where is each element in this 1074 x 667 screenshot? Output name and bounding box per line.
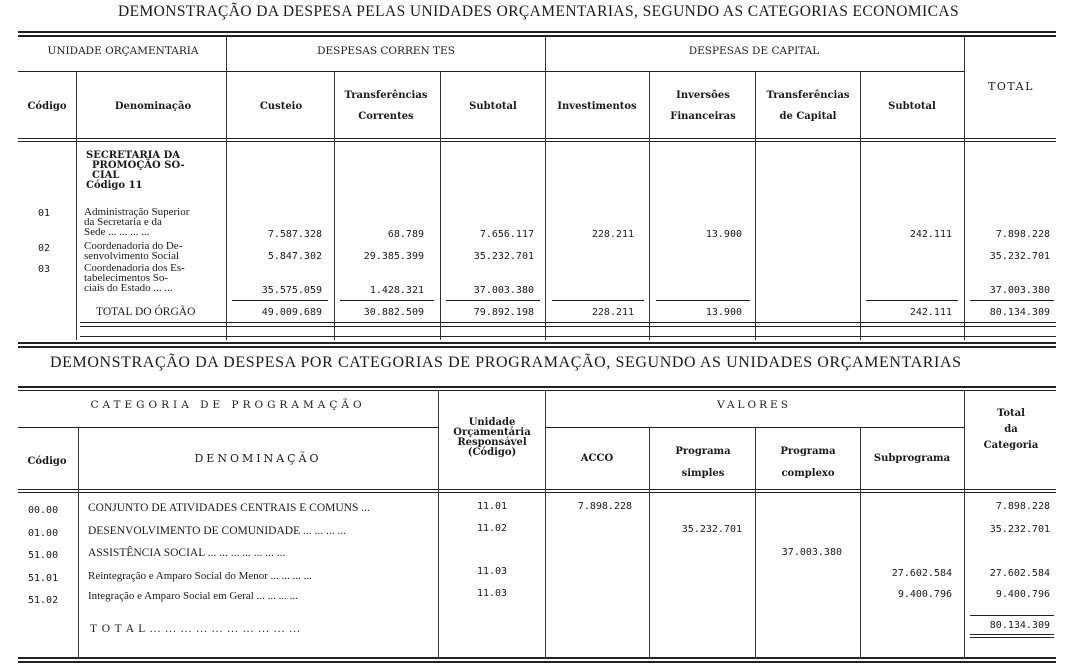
- header-despesas-correntes: DESPESAS CORREN TES: [317, 45, 455, 57]
- table2-title: DEMONSTRAÇÃO DA DESPESA POR CATEGORIAS DE PROGRAMAÇÃO, SEGUNDO AS UNIDADES ORÇAMENTARIAS: [50, 354, 962, 371]
- org-title-line: CIAL: [92, 170, 120, 181]
- row-code: 02: [38, 243, 51, 254]
- header-total: TOTAL: [988, 80, 1034, 93]
- row-custeio: 35.575.059: [261, 285, 322, 296]
- total-inversoes: 13.900: [705, 307, 742, 318]
- header-codigo: Código: [27, 101, 67, 112]
- prog-row-complexo: 37.003.380: [781, 547, 842, 558]
- prog-row-name: Integração e Amparo Social em Geral ... ... ... ...: [88, 590, 298, 602]
- header-de-capital: de Capital: [779, 111, 837, 122]
- table1-title: DEMONSTRAÇÃO DA DESPESA PELAS UNIDADES ORÇAMENTARIAS, SEGUNDO AS CATEGORIAS ECONOMICAS: [118, 3, 959, 20]
- row-transf: 29.385.399: [363, 251, 424, 262]
- org-title-line: Código 11: [86, 180, 143, 191]
- row-custeio: 7.587.328: [267, 229, 322, 240]
- prog-row-total: 27.602.584: [989, 568, 1050, 579]
- header-denominacao: Denominação: [114, 101, 192, 112]
- prog-row-sub: 27.602.584: [891, 568, 952, 579]
- row-invest: 228.211: [591, 229, 634, 240]
- header-transferencias: Transferências: [344, 90, 428, 101]
- header-custeio: Custeio: [259, 101, 303, 112]
- header-programa-simples: Programa simples: [675, 446, 731, 479]
- prog-row-total: 7.898.228: [995, 501, 1050, 512]
- header-subtotal-correntes: Subtotal: [469, 101, 517, 112]
- row-name: Coordenadoria dos Es- tabelecimentos So- ciais do Estado ... ...: [84, 262, 185, 294]
- row-subtotal: 35.232.701: [473, 251, 534, 262]
- row-inversoes: 13.900: [705, 229, 742, 240]
- total-transf: 30.882.509: [363, 307, 424, 318]
- row-subtotal: 7.656.117: [479, 229, 534, 240]
- row-name: Coordenadoria do De- senvolvimento Social: [84, 240, 183, 262]
- header-despesas-capital: DESPESAS DE CAPITAL: [688, 45, 820, 57]
- header-denominacao: DENOMINAÇÃO: [194, 452, 322, 465]
- header-codigo: Código: [27, 456, 67, 467]
- total-orgao-label: TOTAL DO ÓRGÃO: [96, 306, 196, 318]
- header-categoria-programacao: CATEGORIA DE PROGRAMAÇÃO: [90, 399, 366, 411]
- prog-row-unidade: 11.02: [476, 523, 508, 534]
- prog-total-label: T O T A L ... ... ... ... ... ... ... ... ... ...: [90, 623, 301, 635]
- prog-row-name: ASSISTÊNCIA SOCIAL ... ... ... ... ... ... ...: [88, 547, 286, 559]
- prog-row-code: 51.02: [28, 595, 59, 606]
- header-subprograma: Subprograma: [873, 453, 951, 464]
- header-unidade-responsavel: Unidade Orçamentária Responsável (Código): [453, 417, 531, 458]
- row-total: 7.898.228: [995, 229, 1050, 240]
- header-total-categoria: Total da Categoria: [983, 408, 1039, 451]
- prog-row-total: 35.232.701: [989, 524, 1050, 535]
- header-investimentos: Investimentos: [557, 101, 637, 112]
- prog-total-value: 80.134.309: [989, 620, 1050, 631]
- total-subtotal-cap: 242.111: [909, 307, 952, 318]
- prog-row-unidade: 11.01: [476, 501, 508, 512]
- prog-row-code: 51.01: [28, 573, 59, 584]
- header-valores: VALORES: [717, 399, 791, 411]
- prog-row-unidade: 11.03: [476, 566, 508, 577]
- header-unidade-orcamentaria: UNIDADE ORÇAMENTARIA: [47, 45, 199, 57]
- row-total: 35.232.701: [989, 251, 1050, 262]
- row-code: 03: [38, 264, 51, 275]
- row-subtotal-cap: 242.111: [909, 229, 952, 240]
- header-correntes: Correntes: [358, 111, 414, 122]
- header-subtotal-capital: Subtotal: [888, 101, 936, 112]
- prog-row-code: 00.00: [28, 505, 59, 516]
- header-inversoes: Inversões: [676, 90, 730, 101]
- row-subtotal: 37.003.380: [473, 285, 534, 296]
- header-transferencias-capital: Transferências: [766, 90, 850, 101]
- org-title-line: PROMOÇÃO SO-: [92, 160, 185, 171]
- row-name: Administração Superior da Secretaria e da Sede ... ... ... ...: [84, 206, 190, 238]
- row-code: 01: [38, 208, 51, 219]
- prog-row-name: CONJUNTO DE ATIVIDADES CENTRAIS E COMUNS ...: [88, 502, 370, 514]
- prog-row-sub: 9.400.796: [897, 589, 952, 600]
- prog-row-name: Reintegração e Amparo Social do Menor ... ... ... ...: [88, 570, 312, 582]
- total-invest: 228.211: [591, 307, 634, 318]
- total-geral: 80.134.309: [989, 307, 1050, 318]
- org-title: [86, 151, 185, 191]
- prog-row-simples: 35.232.701: [681, 524, 742, 535]
- header-financeiras: Financeiras: [670, 111, 736, 122]
- prog-row-code: 51.00: [28, 550, 59, 561]
- prog-row-code: 01.00: [28, 528, 59, 539]
- header-programa-complexo: Programa complexo: [780, 446, 836, 479]
- org-title-line: SECRETARIA DA: [86, 150, 181, 161]
- row-transf: 1.428.321: [369, 285, 424, 296]
- row-total: 37.003.380: [989, 285, 1050, 296]
- row-transf: 68.789: [387, 229, 424, 240]
- header-acco: ACCO: [580, 453, 614, 464]
- prog-row-total: 9.400.796: [995, 589, 1050, 600]
- prog-row-unidade: 11.03: [476, 588, 508, 599]
- row-custeio: 5.847.302: [267, 251, 322, 262]
- prog-row-acco: 7.898.228: [577, 501, 632, 512]
- prog-row-name: DESENVOLVIMENTO DE COMUNIDADE ... ... ... ...: [88, 525, 347, 537]
- total-custeio: 49.009.689: [261, 307, 322, 318]
- total-subtotal: 79.892.198: [473, 307, 534, 318]
